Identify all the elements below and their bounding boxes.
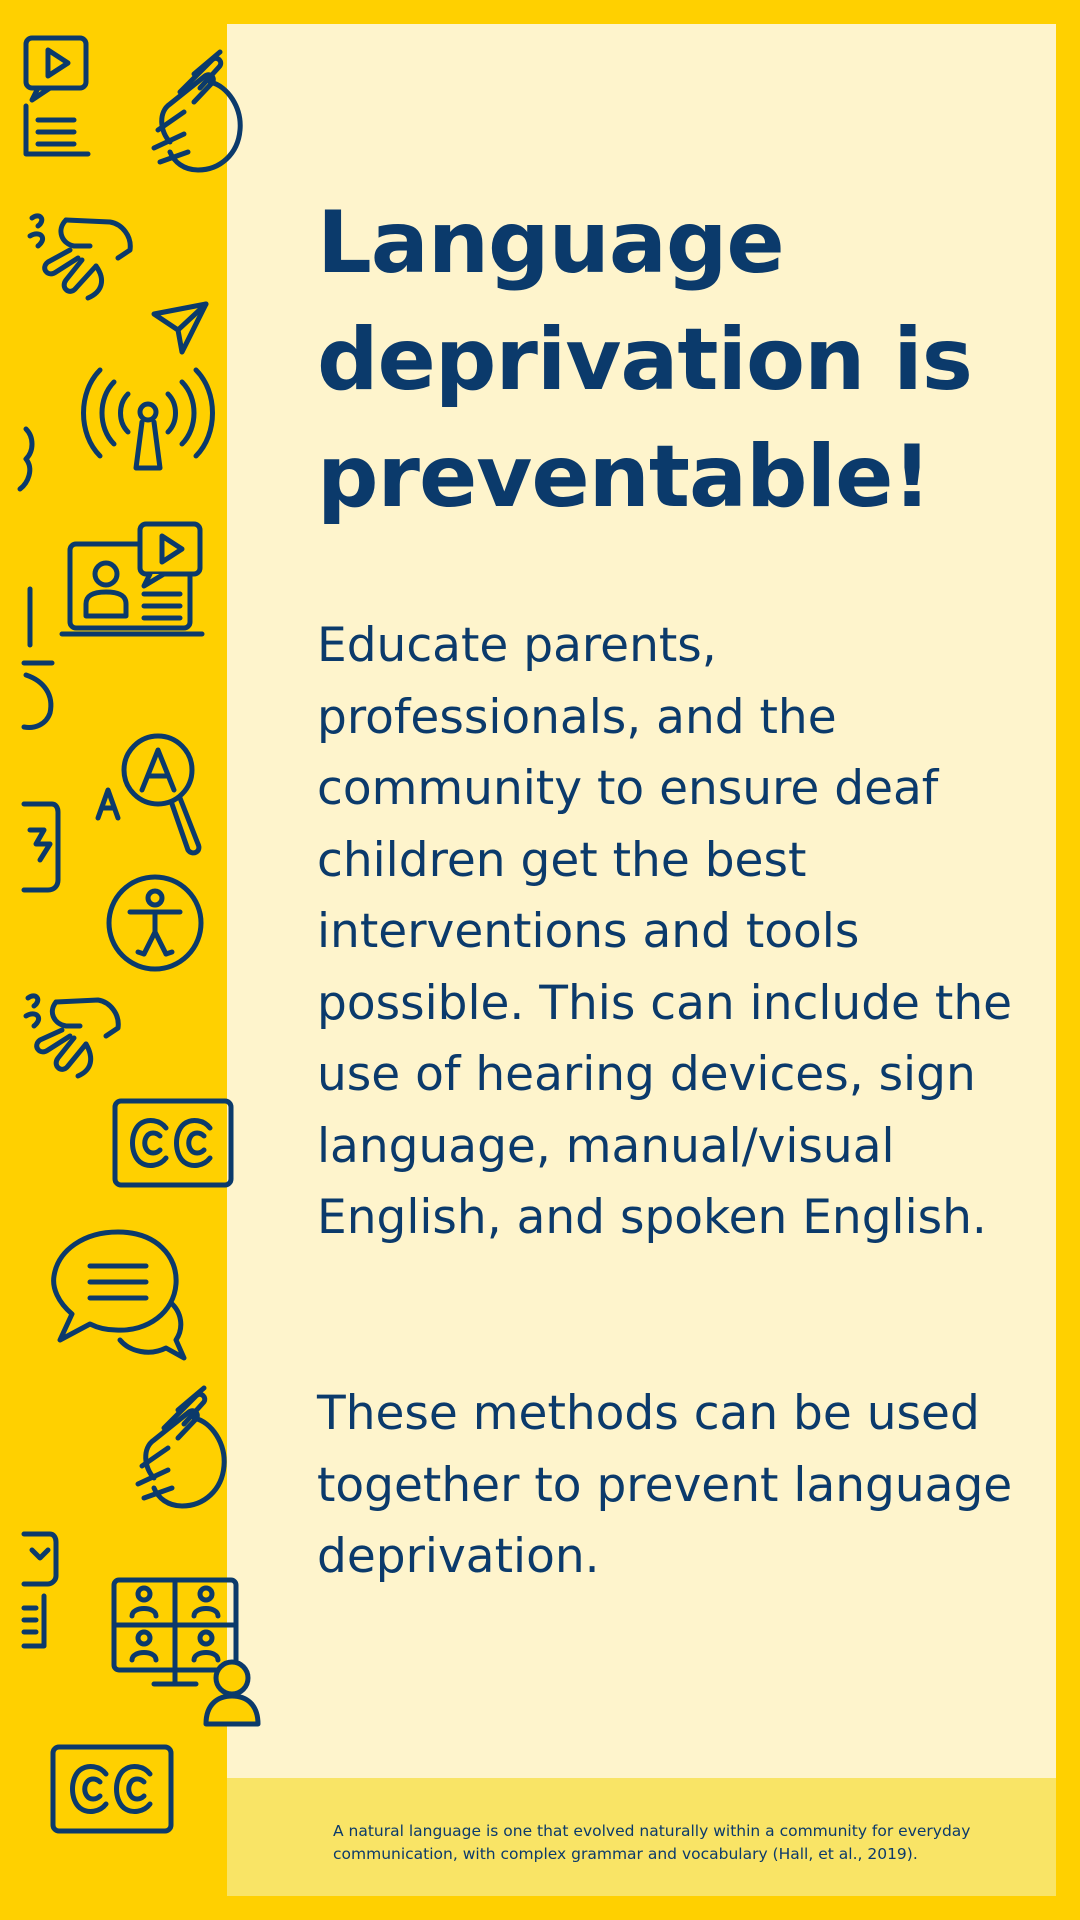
sign-language-hands-icon (134, 1388, 238, 1514)
chat-bubbles-icon (50, 1228, 194, 1362)
footnote: A natural language is one that evolved naturally within a community for everyday communication, with complex grammar and vocabulary (Hall, et al., 2019). (333, 1822, 971, 1863)
signing-hand-icon (22, 990, 122, 1082)
video-message-icon (22, 36, 92, 156)
closed-captions-icon (112, 1098, 234, 1188)
sign-language-hands-icon (150, 52, 255, 177)
broadcast-antenna-icon (78, 360, 218, 472)
partial-edge-icon (0, 1530, 60, 1652)
body-paragraph-1: Educate parents, professionals, and the community to ensure deaf children get the best interventions and tools possible. This can include the use of hearing devices, sign language, manual/visual English, and spoken English. (317, 618, 1013, 1245)
signing-hand-icon (26, 210, 141, 302)
icon-strip (0, 0, 270, 1920)
partial-edge-icon (0, 425, 40, 495)
video-call-laptop-icon (62, 522, 204, 644)
accessibility-icon (104, 872, 206, 974)
partial-edge-icon (0, 585, 60, 735)
body-paragraph-2: These methods can be used together to prevent language deprivation. (317, 1386, 1013, 1584)
headline: Language deprivation is preventable! (317, 193, 972, 527)
send-icon (150, 300, 210, 355)
closed-captions-icon (50, 1744, 174, 1834)
video-conference-icon (110, 1576, 262, 1728)
partial-edge-icon (0, 800, 60, 895)
text-size-search-icon (96, 732, 206, 854)
